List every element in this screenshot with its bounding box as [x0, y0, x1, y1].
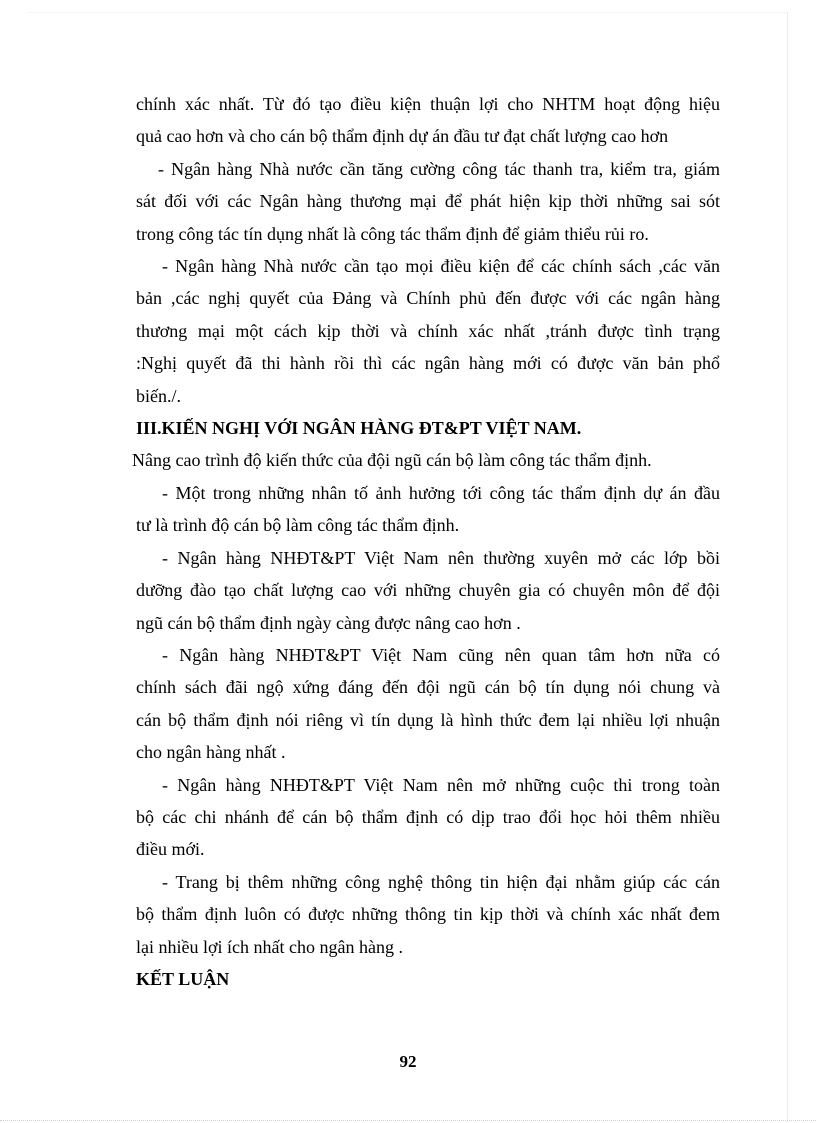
text-line: sát đối với các Ngân hàng thương mại để phát hiện kịp thời những sai sót — [136, 191, 720, 212]
paragraph — [132, 444, 720, 476]
text-line: Nâng cao trình độ kiến thức của đội ngũ cán bộ làm công tác thẩm định. — [132, 450, 652, 471]
paragraph — [136, 477, 720, 542]
paragraph — [136, 153, 720, 250]
text-line: - Một trong những nhân tố ảnh hưởng tới công tác thẩm định dự án đầu — [162, 482, 720, 503]
text-line: - Ngân hàng Nhà nước cần tạo mọi điều kiện để các chính sách ,các văn — [162, 256, 720, 277]
text-line: chính sách đãi ngộ xứng đáng đến đội ngũ cán bộ tín dụng nói chung và — [136, 677, 720, 698]
text-line: thương mại một cách kịp thời và chính xác nhất ,tránh được tình trạng — [136, 320, 720, 341]
text-line: bản ,các nghị quyết của Đảng và Chính phủ đến được với các ngân hàng — [136, 288, 720, 309]
text-line: bộ thẩm định luôn có được những thông tin kịp thời và chính xác nhất đem — [136, 904, 720, 925]
text-line: quả cao hơn và cho cán bộ thẩm định dự án đầu tư đạt chất lượng cao hơn — [136, 126, 669, 147]
paragraph — [136, 769, 720, 866]
text-line: lại nhiều lợi ích nhất cho ngân hàng . — [136, 936, 403, 957]
text-line: - Trang bị thêm những công nghệ thông tin hiện đại nhằm giúp các cán — [162, 871, 720, 892]
paragraph — [136, 88, 720, 153]
page-bottom-divider — [0, 1120, 816, 1121]
paragraph — [136, 542, 720, 639]
paragraph — [136, 866, 720, 963]
paragraph — [136, 250, 720, 412]
text-line: dưỡng đào tạo chất lượng cao với những chuyên gia có chuyên môn để đội — [136, 580, 720, 601]
paragraph — [136, 639, 720, 769]
text-line: - Ngân hàng NHĐT&PT Việt Nam nên mở những cuộc thi trong toàn — [162, 774, 720, 795]
conclusion-title: KẾT LUẬN — [136, 968, 230, 989]
text-line: cho ngân hàng nhất . — [136, 742, 286, 763]
text-line: trong công tác tín dụng nhất là công tác thẩm định để giảm thiểu rủi ro. — [136, 223, 649, 244]
text-line: điều mới. — [136, 839, 205, 860]
text-line: ngũ cán bộ thẩm định ngày càng được nâng cao hơn . — [136, 612, 521, 633]
text-line: cán bộ thẩm định nói riêng vì tín dụng là hình thức đem lại nhiều lợi nhuận — [136, 709, 720, 730]
section-heading: III.KIẾN NGHỊ VỚI NGÂN HÀNG ĐT&PT VIỆT NAM. — [136, 418, 582, 439]
text-line: - Ngân hàng Nhà nước cần tăng cường công tác thanh tra, kiểm tra, giám — [158, 158, 720, 179]
page-number: 92 — [399, 1052, 417, 1071]
document-body — [132, 88, 720, 995]
text-line: :Nghị quyết đã thi hành rồi thì các ngân hàng mới có được văn bản phổ — [136, 353, 720, 374]
text-line: - Ngân hàng NHĐT&PT Việt Nam cũng nên quan tâm hơn nữa có — [162, 644, 720, 665]
text-line: chính xác nhất. Từ đó tạo điều kiện thuận lợi cho NHTM hoạt động hiệu — [136, 94, 720, 114]
text-line: tư là trình độ cán bộ làm công tác thẩm định. — [136, 515, 460, 536]
text-line: - Ngân hàng NHĐT&PT Việt Nam nên thường xuyên mở các lớp bồi — [162, 547, 720, 568]
text-line: biến./. — [136, 385, 181, 406]
text-line: bộ các chi nhánh để cán bộ thẩm định có dịp trao đổi học hỏi thêm nhiều — [136, 806, 720, 827]
